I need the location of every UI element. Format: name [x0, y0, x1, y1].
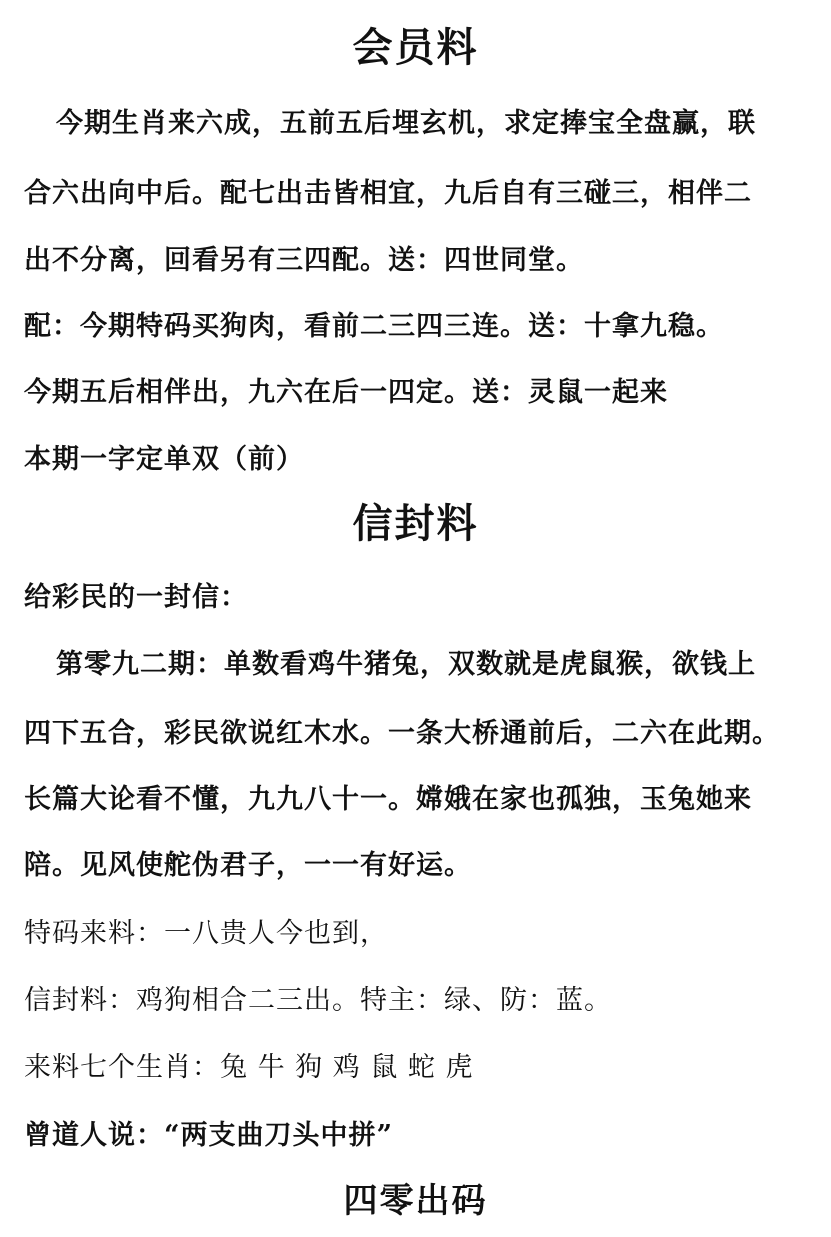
text-line: 四下五合，彩民欲说红木水。一条大桥通前后，二六在此期。	[24, 718, 780, 749]
section-title-four-zero: 四零出码	[343, 1181, 488, 1221]
text-line: 信封料：鸡狗相合二三出。特主：绿、防：蓝。	[24, 985, 612, 1016]
text-line: 合六出向中后。配七出击皆相宜，九后自有三碰三，相伴二	[24, 178, 752, 209]
text-line: 出不分离，回看另有三四配。送：四世同堂。	[24, 245, 584, 276]
text-line: 给彩民的一封信：	[24, 582, 248, 613]
text-line: 配：今期特码买狗肉，看前二三四三连。送：十拿九稳。	[24, 311, 724, 342]
text-line: 第零九二期：单数看鸡牛猪兔，双数就是虎鼠猴，欲钱上	[56, 649, 756, 680]
text-line: 来料七个生肖：兔 牛 狗 鸡 鼠 蛇 虎	[24, 1052, 474, 1083]
section-title-member: 会员料	[352, 24, 479, 71]
text-line: 本期一字定单双（前）	[24, 444, 304, 475]
text-line: 今期五后相伴出，九六在后一四定。送：灵鼠一起来	[24, 377, 668, 408]
text-line: 长篇大论看不懂，九九八十一。嫦娥在家也孤独，玉兔她来	[24, 784, 752, 815]
text-line: 特码来料：一八贵人今也到，	[24, 918, 388, 949]
text-line: 曾道人说：“两支曲刀头中拼”	[24, 1120, 394, 1151]
section-title-envelope: 信封料	[352, 500, 479, 547]
text-line: 陪。见风使舵伪君子，一一有好运。	[24, 850, 472, 881]
text-line: 今期生肖来六成，五前五后埋玄机，求定捧宝全盘赢，联	[56, 108, 756, 139]
